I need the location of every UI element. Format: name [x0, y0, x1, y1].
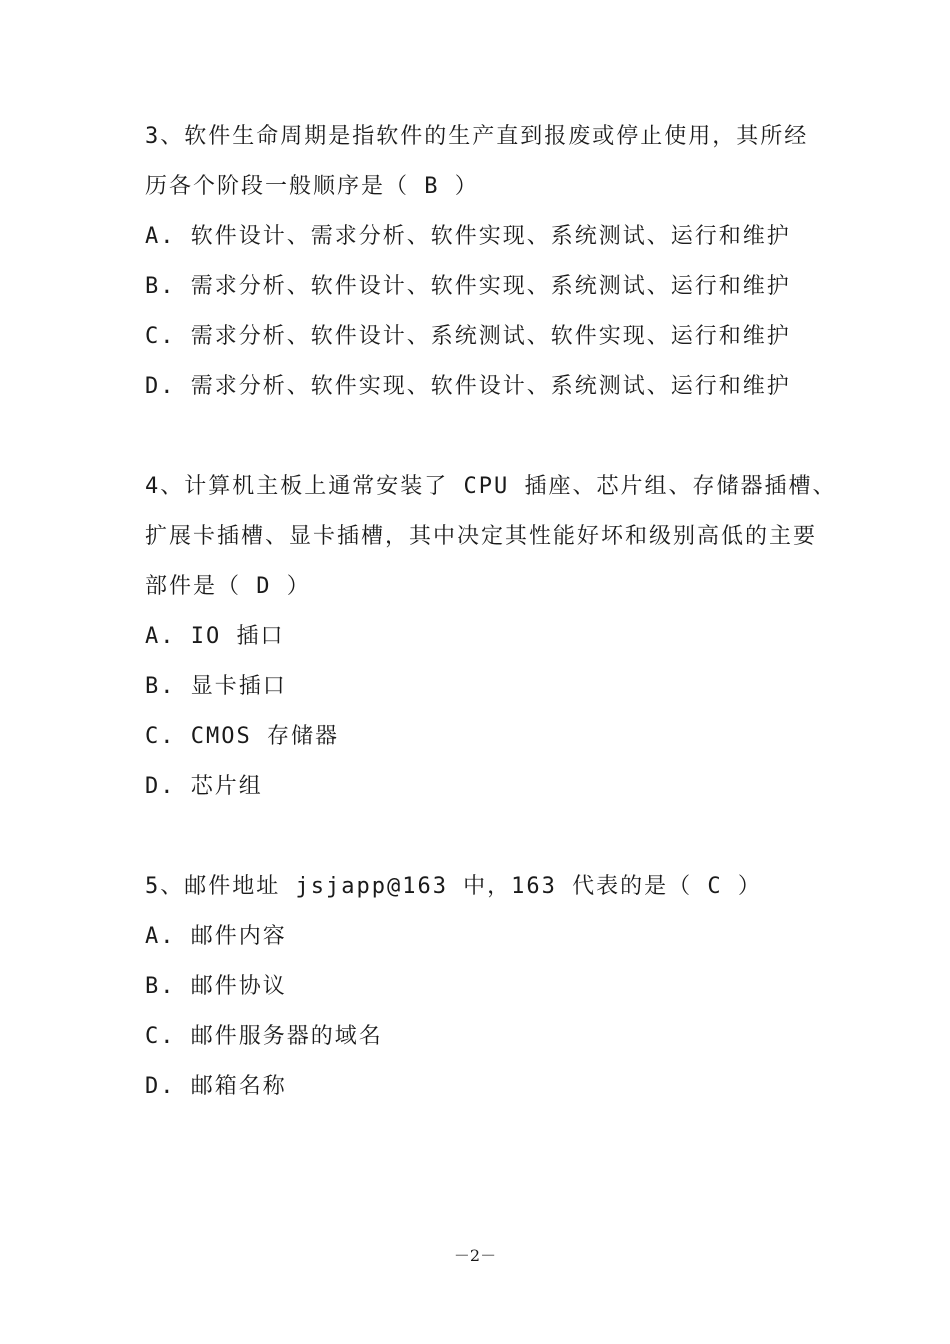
question-5-stem-line-1: 5、邮件地址 jsjapp@163 中，163 代表的是（ C ） [145, 874, 762, 899]
question-list [145, 112, 837, 1112]
question-4-stem-line-1: 4、计算机主板上通常安装了 CPU 插座、芯片组、存储器插槽、 [145, 474, 837, 499]
question-3 [145, 112, 825, 412]
question-3-stem-line-2: 历各个阶段一般顺序是（ B ） [145, 174, 479, 199]
question-4-option-c: C. CMOS 存储器 [145, 724, 339, 749]
question-3-option-c: C. 需求分析、软件设计、系统测试、软件实现、运行和维护 [145, 324, 791, 349]
question-4-option-b: B. 显卡插口 [145, 674, 287, 699]
page-number: －2－ [453, 1246, 497, 1265]
question-4-stem-line-3: 部件是（ D ） [145, 574, 311, 599]
question-3-option-b: B. 需求分析、软件设计、软件实现、系统测试、运行和维护 [145, 274, 791, 299]
question-3-option-a: A. 软件设计、需求分析、软件实现、系统测试、运行和维护 [145, 224, 791, 249]
question-spacer [145, 812, 825, 862]
question-5-option-b: B. 邮件协议 [145, 974, 287, 999]
question-5-option-d: D. 邮箱名称 [145, 1074, 287, 1099]
question-4-option-a: A. IO 插口 [145, 624, 285, 649]
question-5-option-a: A. 邮件内容 [145, 924, 287, 949]
question-spacer [145, 412, 825, 462]
question-4-stem-line-2: 扩展卡插槽、显卡插槽，其中决定其性能好坏和级别高低的主要 [145, 524, 818, 549]
question-3-stem-line-1: 3、软件生命周期是指软件的生产直到报废或停止使用，其所经 [145, 124, 809, 149]
question-4 [145, 462, 837, 812]
question-5 [145, 862, 825, 1112]
question-3-option-d: D. 需求分析、软件实现、软件设计、系统测试、运行和维护 [145, 374, 791, 399]
question-4-option-d: D. 芯片组 [145, 774, 263, 799]
question-5-option-c: C. 邮件服务器的域名 [145, 1024, 383, 1049]
